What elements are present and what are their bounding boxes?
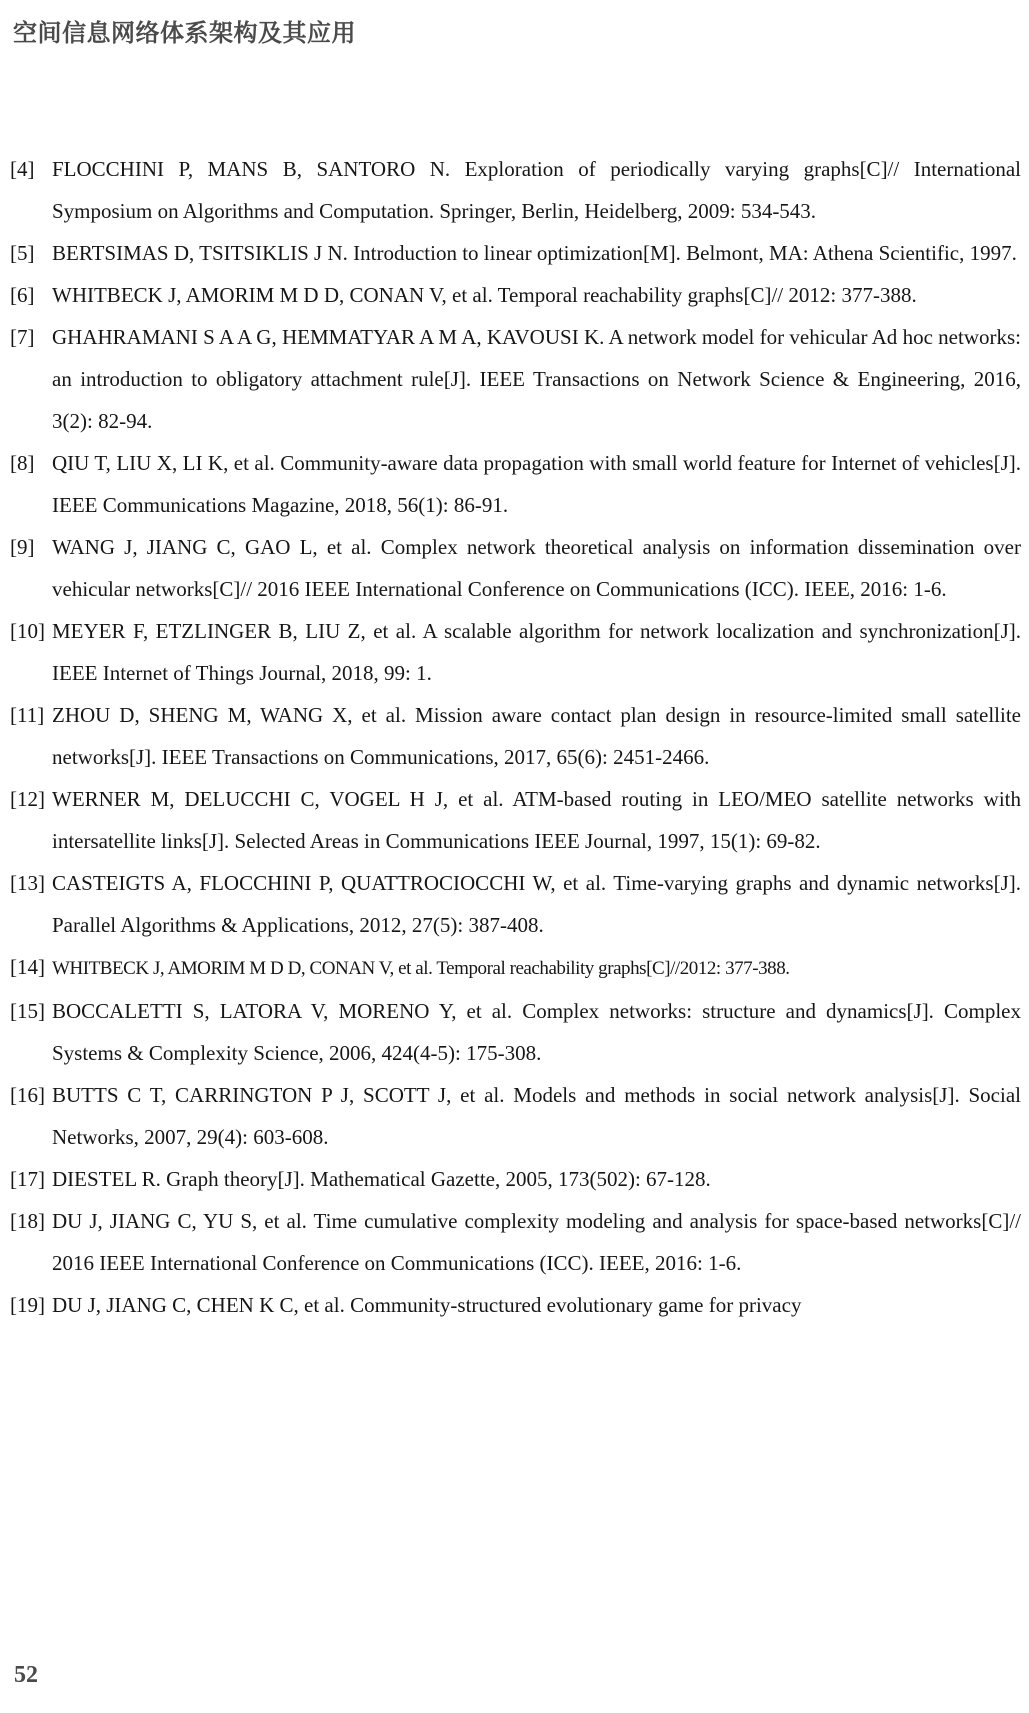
reference-number: [13] <box>10 871 45 895</box>
reference-number: [14] <box>10 955 45 979</box>
reference-text: WHITBECK J, AMORIM M D D, CONAN V, et al. Temporal reachability graphs[C]//2012: 377-388. <box>52 958 790 979</box>
reference-number: [8] <box>10 451 35 475</box>
reference-number: [10] <box>10 619 45 643</box>
reference-item <box>10 316 1021 442</box>
reference-number: [7] <box>10 325 35 349</box>
reference-number: [11] <box>10 703 45 727</box>
reference-text: GHAHRAMANI S A A G, HEMMATYAR A M A, KAVOUSI K. A network model for vehicular Ad hoc networks: an introduction to obligatory attachment rule[J]. IEEE Transactions on Network Science & Engineering, 2016, 3(2): 82-94. <box>52 325 1021 433</box>
reference-item <box>10 1074 1021 1158</box>
reference-text: MEYER F, ETZLINGER B, LIU Z, et al. A scalable algorithm for network localization and synchronization[J]. IEEE Internet of Things Journal, 2018, 99: 1. <box>52 619 1021 685</box>
reference-number: [6] <box>10 283 35 307</box>
reference-number: [9] <box>10 535 35 559</box>
reference-text: FLOCCHINI P, MANS B, SANTORO N. Exploration of periodically varying graphs[C]// International Symposium on Algorithms and Computation. Springer, Berlin, Heidelberg, 2009: 534-543. <box>52 157 1021 223</box>
reference-item <box>10 274 1021 316</box>
page-number: 52 <box>14 1662 38 1688</box>
reference-item <box>10 862 1021 946</box>
reference-item <box>10 526 1021 610</box>
reference-text: BUTTS C T, CARRINGTON P J, SCOTT J, et al. Models and methods in social network analysis[J]. Social Networks, 2007, 29(4): 603-608. <box>52 1083 1021 1149</box>
reference-number: [4] <box>10 157 35 181</box>
reference-text: WANG J, JIANG C, GAO L, et al. Complex network theoretical analysis on information dissemination over vehicular networks[C]// 2016 IEEE International Conference on Communications (ICC). IEEE, 2016: 1-6. <box>52 535 1021 601</box>
reference-number: [12] <box>10 787 45 811</box>
reference-item <box>10 610 1021 694</box>
reference-item <box>10 232 1021 274</box>
reference-number: [15] <box>10 999 45 1023</box>
reference-text: DU J, JIANG C, CHEN K C, et al. Community-structured evolutionary game for privacy <box>52 1293 802 1317</box>
running-header-title: 空间信息网络体系架构及其应用 <box>13 19 356 47</box>
reference-number: [5] <box>10 241 35 265</box>
reference-item <box>10 1200 1021 1284</box>
reference-text: BOCCALETTI S, LATORA V, MORENO Y, et al. Complex networks: structure and dynamics[J]. Complex Systems & Complexity Science, 2006, 424(4-5): 175-308. <box>52 999 1021 1065</box>
reference-number: [17] <box>10 1167 45 1191</box>
reference-item <box>10 946 1021 990</box>
reference-number: [16] <box>10 1083 45 1107</box>
reference-text: QIU T, LIU X, LI K, et al. Community-aware data propagation with small world feature for Internet of vehicles[J]. IEEE Communications Magazine, 2018, 56(1): 86-91. <box>52 451 1021 517</box>
reference-item <box>10 990 1021 1074</box>
reference-item <box>10 1284 1021 1326</box>
reference-text: DU J, JIANG C, YU S, et al. Time cumulative complexity modeling and analysis for space-based networks[C]// 2016 IEEE International Conference on Communications (ICC). IEEE, 2016: 1-6. <box>52 1209 1021 1275</box>
reference-item <box>10 148 1021 232</box>
reference-text: DIESTEL R. Graph theory[J]. Mathematical Gazette, 2005, 173(502): 67-128. <box>52 1167 711 1191</box>
reference-item <box>10 442 1021 526</box>
reference-text: ZHOU D, SHENG M, WANG X, et al. Mission aware contact plan design in resource-limited small satellite networks[J]. IEEE Transactions on Communications, 2017, 65(6): 2451-2466. <box>52 703 1021 769</box>
reference-text: BERTSIMAS D, TSITSIKLIS J N. Introduction to linear optimization[M]. Belmont, MA: Athena Scientific, 1997. <box>52 241 1017 265</box>
reference-item <box>10 778 1021 862</box>
reference-text: CASTEIGTS A, FLOCCHINI P, QUATTROCIOCCHI W, et al. Time-varying graphs and dynamic networks[J]. Parallel Algorithms & Applications, 2012, 27(5): 387-408. <box>52 871 1021 937</box>
reference-text: WHITBECK J, AMORIM M D D, CONAN V, et al. Temporal reachability graphs[C]// 2012: 377-388. <box>52 283 917 307</box>
reference-item <box>10 694 1021 778</box>
reference-text: WERNER M, DELUCCHI C, VOGEL H J, et al. ATM-based routing in LEO/MEO satellite networks with intersatellite links[J]. Selected Areas in Communications IEEE Journal, 1997, 15(1): 69-82. <box>52 787 1021 853</box>
reference-number: [18] <box>10 1209 45 1233</box>
reference-item <box>10 1158 1021 1200</box>
reference-number: [19] <box>10 1293 45 1317</box>
references-list <box>10 148 1021 1326</box>
